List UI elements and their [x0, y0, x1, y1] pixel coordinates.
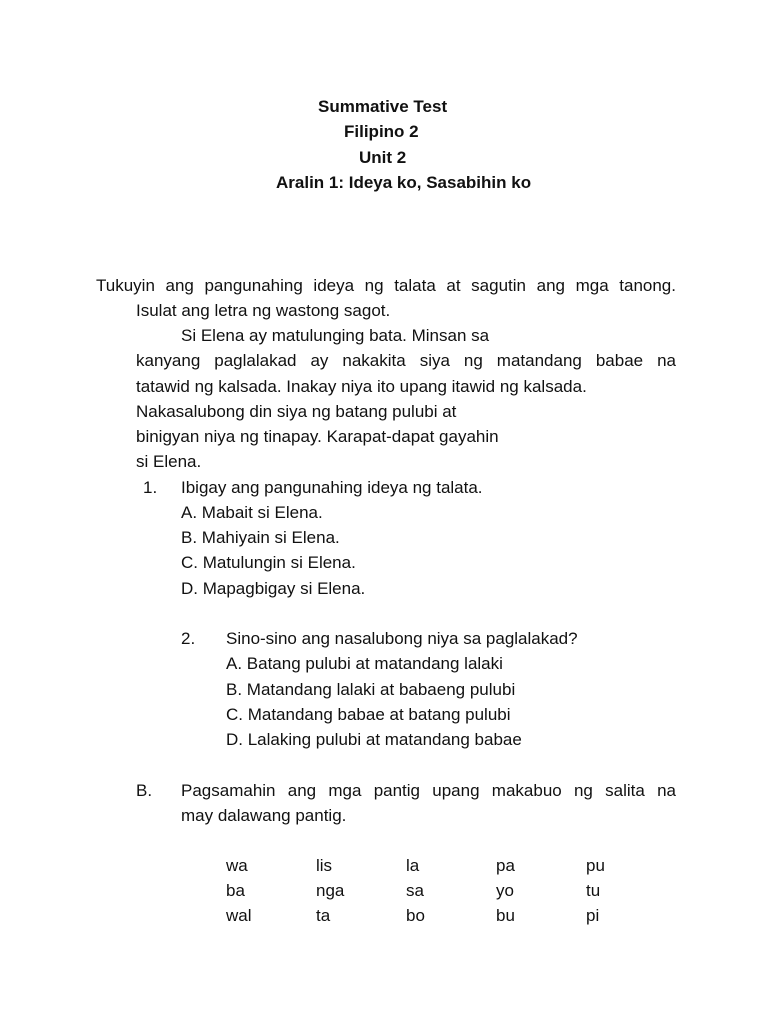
syllable: wa	[226, 856, 248, 875]
syllable: pu	[586, 856, 605, 875]
instructions-line-1: Tukuyin ang pangunahing ideya ng talata at sagutin ang mga tanong.	[96, 276, 676, 295]
syllable: sa	[406, 881, 424, 900]
question-1-number: 1.	[143, 478, 158, 497]
passage-line-6: si Elena.	[136, 452, 202, 471]
question-2-option-d: D. Lalaking pulubi at matandang babae	[226, 730, 522, 749]
question-1-option-a: A. Mabait si Elena.	[181, 503, 323, 522]
syllable: pa	[496, 856, 515, 875]
syllable: ta	[316, 906, 331, 925]
section-b-line-2: may dalawang pantig.	[181, 806, 347, 825]
passage-line-2: kanyang paglalakad ay nakakita siya ng matandang babae na	[136, 351, 676, 370]
question-2-option-b: B. Matandang lalaki at babaeng pulubi	[226, 680, 516, 699]
syllable-row-3	[0, 903, 768, 928]
question-2-option-c: C. Matandang babae at batang pulubi	[226, 705, 511, 724]
passage-line-3: tatawid ng kalsada. Inakay niya ito upang itawid ng kalsada.	[136, 377, 587, 396]
question-1-option-d: D. Mapagbigay si Elena.	[181, 579, 366, 598]
instructions-line-2: Isulat ang letra ng wastong sagot.	[136, 301, 391, 320]
syllable-row-2	[0, 878, 768, 903]
question-1-option-b: B. Mahiyain si Elena.	[181, 528, 340, 547]
syllable: pi	[586, 906, 600, 925]
syllable: yo	[496, 881, 514, 900]
question-1-option-c: C. Matulungin si Elena.	[181, 553, 356, 572]
section-b-label: B.	[136, 781, 153, 800]
syllable: bu	[496, 906, 515, 925]
section-b-line-1: Pagsamahin ang mga pantig upang makabuo ng salita na	[181, 781, 676, 800]
syllable: tu	[586, 881, 601, 900]
syllable: la	[406, 856, 420, 875]
syllable: wal	[226, 906, 252, 925]
passage-line-5: binigyan niya ng tinapay. Karapat-dapat gayahin	[136, 427, 499, 446]
question-2-number: 2.	[181, 629, 196, 648]
syllable: bo	[406, 906, 425, 925]
passage-line-4: Nakasalubong din siya ng batang pulubi at	[136, 402, 457, 421]
passage-line-1: Si Elena ay matulunging bata. Minsan sa	[181, 326, 490, 345]
syllable-row-1	[0, 853, 768, 878]
question-2-text: Sino-sino ang nasalubong niya sa paglalakad?	[226, 629, 578, 648]
syllable: ba	[226, 881, 245, 900]
question-1-text: Ibigay ang pangunahing ideya ng talata.	[181, 478, 483, 497]
syllable: lis	[316, 856, 333, 875]
syllable: nga	[316, 881, 345, 900]
question-2-option-a: A. Batang pulubi at matandang lalaki	[226, 654, 503, 673]
